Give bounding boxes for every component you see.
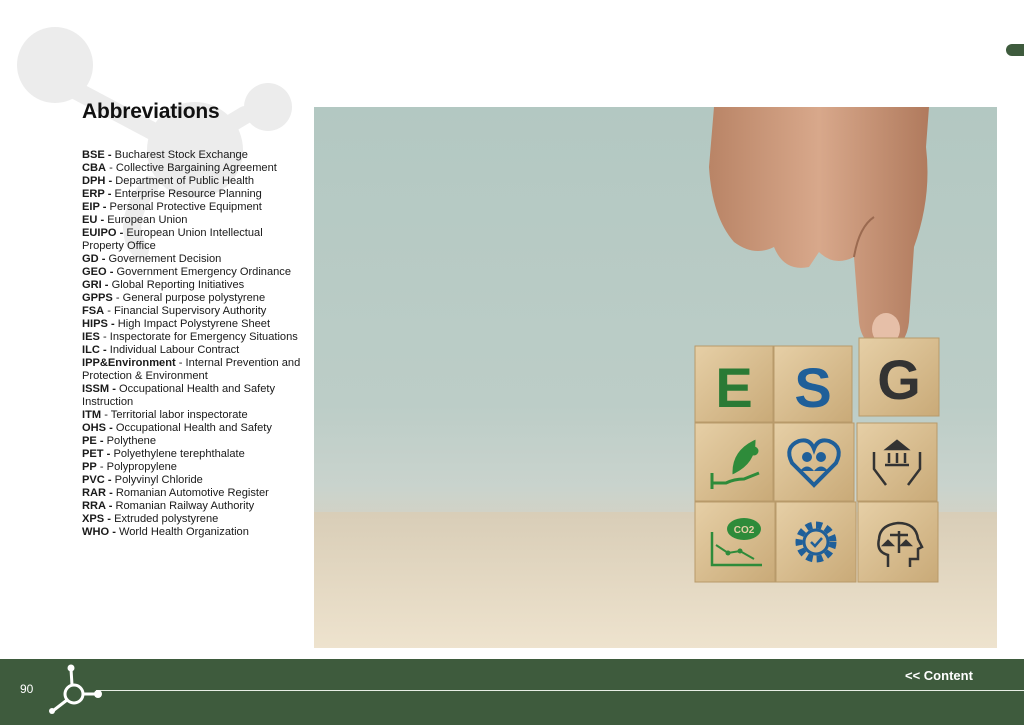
block-heart-people [774, 423, 854, 501]
abbreviation-item [82, 175, 304, 188]
abbreviation-definition: - Internal Prevention and Protection & Environment [82, 357, 301, 382]
abbreviation-item [82, 305, 304, 318]
block-e-letter: E [715, 356, 753, 419]
abbreviation-item [82, 344, 304, 357]
abbreviation-item [82, 149, 304, 162]
abbreviation-definition: Polyvinyl Chloride [111, 474, 203, 486]
abbreviation-term: PET - [82, 448, 111, 460]
abbreviation-term: WHO - [82, 526, 116, 538]
abbreviation-definition: High Impact Polystyrene Sheet [114, 318, 271, 330]
abbreviation-definition: Occupational Health and Safety Instruction [82, 383, 276, 408]
block-co2 [695, 502, 775, 582]
abbreviation-definition: European Union [104, 214, 188, 226]
abbreviation-term: PVC - [82, 474, 112, 486]
abbreviation-definition: Polythene [103, 435, 157, 447]
block-gear [776, 502, 856, 582]
abbreviation-list [82, 149, 304, 539]
abbreviation-definition: European Union Intellectual Property Office [82, 227, 263, 252]
abbreviation-definition: Romanian Automotive Register [112, 487, 269, 499]
abbreviation-definition: - Financial Supervisory Authority [104, 305, 267, 317]
abbreviation-definition: Individual Labour Contract [106, 344, 240, 356]
abbreviation-item [82, 357, 304, 383]
abbreviation-item [82, 487, 304, 500]
abbreviation-item [82, 513, 304, 526]
abbreviation-item [82, 292, 304, 305]
abbreviation-term: RAR - [82, 487, 113, 499]
abbreviation-term: EU - [82, 214, 105, 226]
co2-label: CO2 [733, 525, 755, 536]
abbreviation-definition: Extruded polystyrene [110, 513, 219, 525]
abbreviation-definition: Government Emergency Ordinance [113, 266, 292, 278]
block-s [774, 346, 852, 422]
block-e [695, 346, 773, 422]
page-number: 90 [20, 682, 34, 696]
abbreviation-item [82, 162, 304, 175]
block-bank-hands [857, 423, 937, 501]
abbreviation-definition: - Territorial labor inspectorate [101, 409, 248, 421]
abbreviation-definition: - Collective Bargaining Agreement [106, 162, 277, 174]
corner-tab [1006, 44, 1024, 56]
abbreviation-term: EUIPO - [82, 227, 124, 239]
abbreviation-definition: Global Reporting Initiatives [108, 279, 245, 291]
abbreviation-item [82, 214, 304, 227]
abbreviation-item [82, 409, 304, 422]
abbreviation-term: GEO - [82, 266, 114, 278]
abbreviation-item [82, 500, 304, 513]
esg-blocks-photo [314, 107, 997, 648]
abbreviation-term: RRA - [82, 500, 113, 512]
abbreviation-definition: Personal Protective Equipment [106, 201, 262, 213]
abbreviation-item [82, 461, 304, 474]
abbreviation-item [82, 526, 304, 539]
abbreviation-term: BSE - [82, 149, 112, 161]
abbreviation-item [82, 279, 304, 292]
abbreviation-term: IES [82, 331, 100, 343]
hand [709, 107, 929, 349]
abbreviation-term: GPPS [82, 292, 113, 304]
abbreviation-item [82, 448, 304, 461]
abbreviation-term: DPH - [82, 175, 113, 187]
abbreviation-item [82, 435, 304, 448]
molecule-logo-icon [44, 663, 106, 715]
abbreviation-definition: Occupational Health and Safety [112, 422, 272, 434]
abbreviation-definition: Enterprise Resource Planning [111, 188, 262, 200]
abbreviation-item [82, 227, 304, 253]
abbreviation-definition: - Inspectorate for Emergency Situations [99, 331, 298, 343]
block-g-letter: G [877, 348, 921, 411]
abbreviation-term: HIPS - [82, 318, 115, 330]
abbreviation-definition: Polyethylene terephthalate [110, 448, 245, 460]
abbreviation-definition: Romanian Railway Authority [112, 500, 255, 512]
abbreviation-term: ILC - [82, 344, 107, 356]
abbreviation-term: GRI - [82, 279, 109, 291]
footer-bar [0, 659, 1024, 725]
abbreviation-term: PP [82, 461, 97, 473]
abbreviation-item [82, 266, 304, 279]
abbreviation-term: GD - [82, 253, 106, 265]
abbreviation-item [82, 383, 304, 409]
abbreviation-item [82, 201, 304, 214]
abbreviation-term: ITM [82, 409, 102, 421]
abbreviation-term: PE - [82, 435, 104, 447]
block-head-scales [858, 502, 938, 582]
block-s-letter: S [794, 356, 832, 419]
abbreviation-term: FSA [82, 305, 105, 317]
footer-divider-line [96, 690, 1024, 691]
abbreviation-definition: - Polypropylene [96, 461, 177, 473]
abbreviation-definition: Department of Public Health [112, 175, 255, 187]
content-link[interactable]: << Content [905, 668, 973, 683]
abbreviation-item [82, 422, 304, 435]
block-plant-hand [695, 423, 773, 501]
abbreviation-definition: Governement Decision [105, 253, 222, 265]
abbreviation-item [82, 474, 304, 487]
abbreviation-term: IPP&Environment [82, 357, 176, 369]
abbreviation-term: OHS - [82, 422, 113, 434]
abbreviation-term: ISSM - [82, 383, 116, 395]
abbreviation-item [82, 253, 304, 266]
abbreviation-item [82, 331, 304, 344]
abbreviation-term: XPS - [82, 513, 111, 525]
abbreviation-term: ERP - [82, 188, 112, 200]
abbreviation-item [82, 188, 304, 201]
abbreviation-definition: - General purpose polystyrene [112, 292, 266, 304]
abbreviation-item [82, 318, 304, 331]
abbreviation-term: CBA [82, 162, 107, 174]
abbreviation-definition: World Health Organization [115, 526, 249, 538]
abbreviation-definition: Bucharest Stock Exchange [111, 149, 248, 161]
abbreviation-term: EIP - [82, 201, 107, 213]
block-g [859, 338, 939, 416]
page-title: Abbreviations [82, 100, 220, 123]
